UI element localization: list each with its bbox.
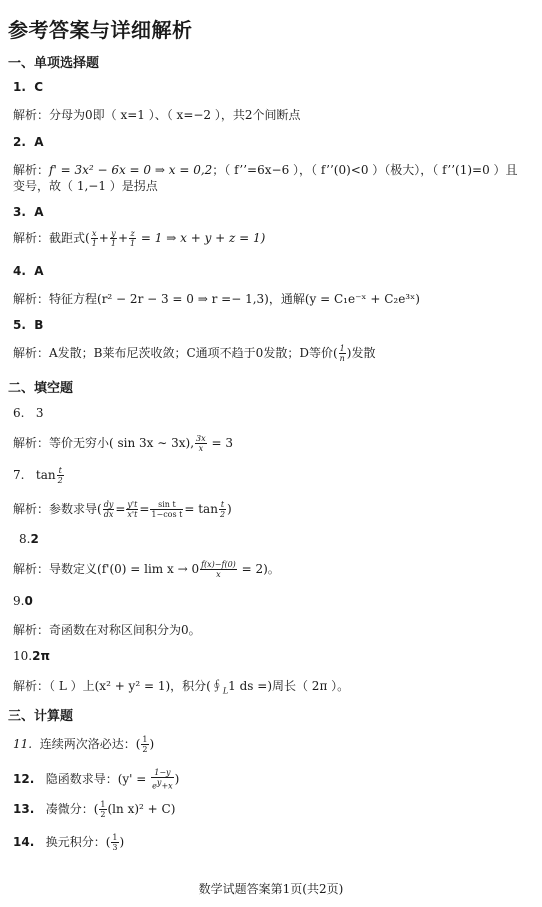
explanation-2-line1: [13, 161, 518, 178]
explanation-text: 截距式(: [49, 231, 90, 245]
explanation-text: 凑微分：(: [45, 802, 99, 816]
question-number: 6.: [13, 406, 25, 420]
explanation-3: 解析：截距式( $\frac{x}{1}$ + $\frac{y}{1}$ + $\frac{z}{1}$ = 1 ⇒ x + y + z = 1): [13, 229, 266, 248]
explanation-text-end: (ln x)² + C): [107, 802, 176, 816]
answer: A: [34, 264, 44, 278]
explanation-label: 解析：: [13, 502, 50, 516]
explanation-label: 解析：: [13, 436, 50, 450]
explanation-label: 解析：: [13, 346, 50, 360]
question-3: [13, 205, 44, 219]
math-expression: f' = 3x² − 6x = 0 ⇒ x = 0,2: [49, 163, 213, 177]
explanation-label: 解析：: [13, 562, 50, 576]
explanation-text: ；（ f’’=6x−6 ），（ f’’(0)<0 ）（极大），（ f’’(1)=0 ）且: [212, 163, 518, 177]
question-number: 4.: [13, 264, 26, 278]
question-8: [19, 532, 39, 546]
answer: A: [34, 135, 44, 149]
explanation-text: 参数求导(: [49, 502, 102, 516]
question-6: [13, 406, 44, 420]
answer: 2: [30, 532, 39, 546]
explanation-text: 等价无穷小( sin 3x ∼ 3x),: [49, 436, 195, 450]
fraction-dy-dx: $\frac{dy}{dx}$: [103, 500, 114, 519]
explanation-text: A发散；B莱布尼茨收敛；C通项不趋于0发散；D等价(: [49, 346, 338, 360]
fraction-t-over-2: $\frac{t}{2}$: [219, 500, 226, 519]
answer: 0: [24, 594, 33, 608]
subscript-L: L: [222, 686, 229, 696]
fraction-x-over-1: $\frac{x}{1}$: [91, 229, 97, 248]
fraction-sin-over-cos: $\frac{\text{sin t}}{\text{1−cos t}}$: [151, 500, 183, 519]
question-number: 10.: [13, 649, 33, 663]
question-number: 3.: [13, 205, 26, 219]
explanation-text: （ L ）上(x² + y² = 1)，积分(∮: [49, 679, 223, 693]
explanation-text: 连续两次洛必达：(: [39, 737, 141, 751]
answer: C: [34, 80, 44, 94]
question-number: 1.: [13, 80, 26, 94]
explanation-label: 解析：: [13, 108, 50, 122]
explanation-7: 解析：参数求导( $\frac{dy}{dx}$ = $\frac{y't}{x't}$ = $\frac{\text{sin t}}{\text{1−cos t}}$ = tan $\frac{t}{2}$ ): [13, 500, 232, 519]
question-13: [13, 800, 175, 819]
question-7: [13, 466, 65, 485]
fraction-z-over-1: $\frac{z}{1}$: [130, 229, 136, 248]
answer: tan: [35, 468, 56, 482]
fraction-yt-xt: $\frac{y't}{x't}$: [127, 500, 138, 519]
question-12: 12. 隐函数求导：(y' = $\frac{1-y}{e^y+x}$ ): [13, 768, 180, 791]
question-1: [13, 80, 43, 94]
fraction-y-over-1: $\frac{y}{1}$: [110, 229, 116, 248]
answer: A: [34, 205, 44, 219]
explanation-label: 解析：: [13, 623, 50, 637]
explanation-label: 解析：: [13, 292, 50, 306]
question-14: 14. 换元积分：( $\frac{1}{3}$ ): [13, 833, 125, 852]
question-11: 11. 连续两次洛必达：( $\frac{1}{2}$ ): [13, 735, 155, 754]
explanation-6: [13, 434, 233, 453]
question-number: 13.: [13, 802, 35, 816]
question-2: [13, 135, 44, 149]
question-10: [13, 649, 50, 663]
section-heading-fill: 二、填空题: [8, 381, 74, 396]
fraction-1-over-n: $\frac{1}{n}$: [339, 344, 345, 363]
question-number: 2.: [13, 135, 26, 149]
question-5: [13, 318, 43, 332]
explanation-9: [13, 621, 201, 638]
section-heading-choice: 一、单项选择题: [8, 56, 100, 71]
explanation-text-end: 1 ds =)周长（ 2π ）。: [228, 679, 350, 693]
fraction-1-over-3: $\frac{1}{3}$: [112, 833, 118, 852]
question-number: 12.: [13, 771, 35, 786]
explanation-8: [13, 560, 280, 579]
fraction-difference-quotient: $\frac{f(x)-f(0)}{x}$: [201, 560, 236, 579]
explanation-text: 特征方程(r² − 2r − 3 = 0 ⇒ r =− 1,3)，通解(y = C₁e⁻ˣ + C₂e³ˣ): [49, 292, 420, 306]
answer: B: [34, 318, 44, 332]
fraction-3x-over-x: $\frac{3x}{x}$: [196, 434, 206, 453]
fraction-1-over-2: $\frac{1}{2}$: [142, 735, 148, 754]
explanation-10: [13, 677, 349, 695]
math-expression: = 1 ⇒ x + y + z = 1): [137, 231, 266, 245]
explanation-text: 换元积分：(: [45, 835, 111, 849]
answer: 3: [35, 406, 44, 420]
question-9: [13, 594, 33, 608]
question-number: 14.: [13, 835, 35, 849]
fraction-1-over-2: $\frac{1}{2}$: [100, 800, 106, 819]
explanation-2-line2: 变号，故（ 1,−1 ）是拐点: [13, 179, 158, 193]
explanation-text: 导数定义(f'(0) = lim x → 0: [49, 562, 200, 576]
page-title: 参考答案与详细解析: [8, 18, 193, 42]
explanation-label: 解析：: [13, 231, 50, 245]
fraction-t-over-2: $\frac{t}{2}$: [57, 466, 63, 485]
question-number: 7.: [13, 468, 25, 482]
explanation-5: [13, 344, 375, 363]
explanation-label: 解析：: [13, 163, 50, 177]
page-footer: 数学试题答案第1页(共2页): [198, 882, 344, 896]
explanation-text-end: = 3: [207, 436, 233, 450]
question-number: 11.: [13, 737, 33, 751]
explanation-text: 隐函数求导：(y' =: [45, 771, 151, 786]
answer: 2π: [32, 649, 50, 663]
question-4: [13, 264, 44, 278]
explanation-text-end: = 2)。: [237, 562, 280, 576]
explanation-1: [13, 106, 301, 123]
question-number: 9.: [13, 594, 25, 608]
explanation-4: [13, 290, 420, 307]
fraction-implicit-derivative: $\frac{1-y}{e^y+x}$: [152, 768, 173, 791]
explanation-text-end: ): [227, 502, 232, 516]
section-heading-calc: 三、计算题: [8, 709, 74, 724]
explanation-text: 分母为0即（ x=1 ）、（ x=−2 ），共2个间断点: [49, 108, 301, 122]
question-number: 5.: [13, 318, 26, 332]
explanation-text: 奇函数在对称区间积分为0。: [49, 623, 201, 637]
explanation-label: 解析：: [13, 679, 50, 693]
explanation-text-end: )发散: [346, 346, 376, 360]
question-number: 8.: [19, 532, 31, 546]
